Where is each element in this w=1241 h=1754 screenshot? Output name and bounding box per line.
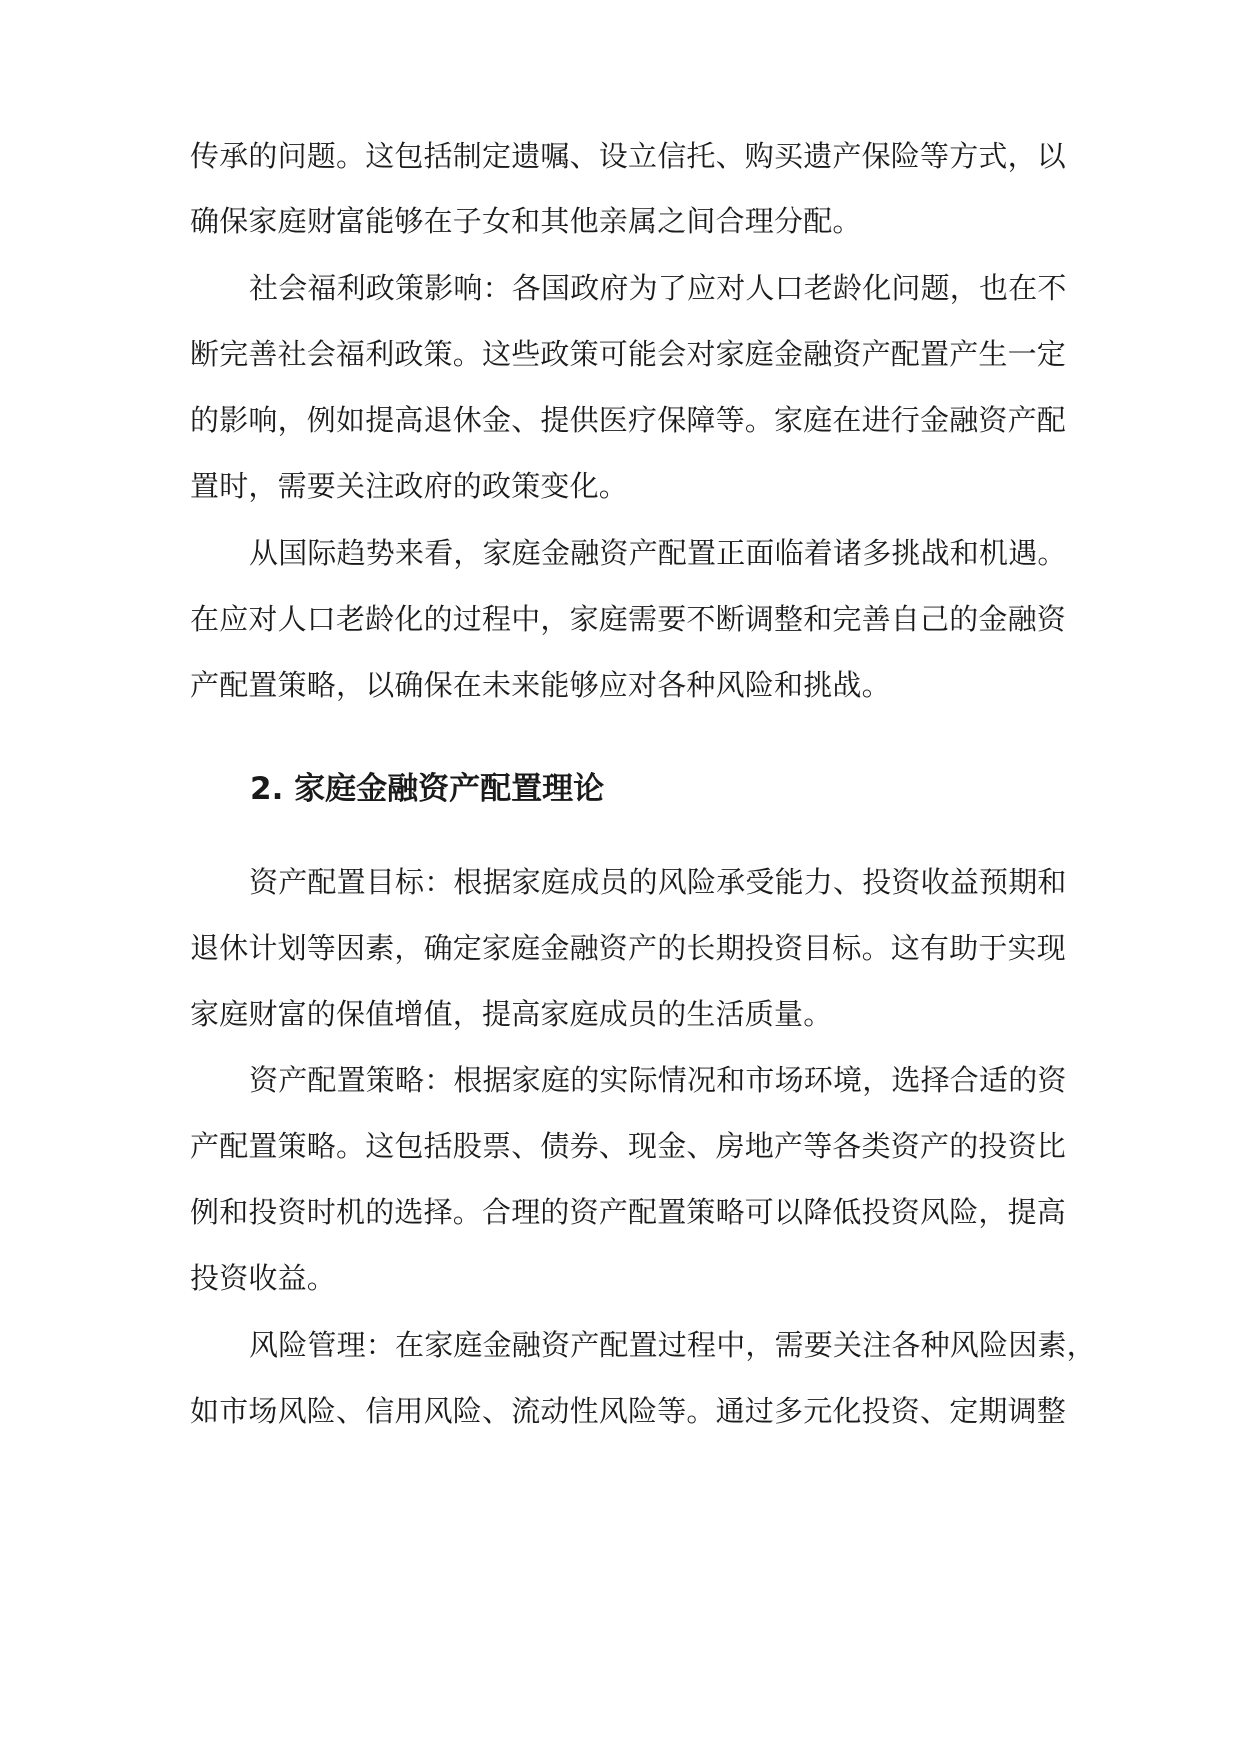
text-line: 家庭财富的保值增值，提高家庭成员的生活质量。 [190, 997, 833, 1031]
text-line: 如市场风险、信用风险、流动性风险等。通过多元化投资、定期调整 [190, 1394, 1067, 1428]
paragraph-start-line: 风险管理：在家庭金融资产配置过程中，需要关注各种风险因素， [249, 1328, 1096, 1362]
text-line: 产配置策略，以确保在未来能够应对各种风险和挑战。 [190, 668, 891, 702]
section-heading: 2. 家庭金融资产配置理论 [250, 771, 605, 807]
text-line: 退休计划等因素，确定家庭金融资产的长期投资目标。这有助于实现 [190, 931, 1067, 965]
paragraph-start-line: 资产配置策略：根据家庭的实际情况和市场环境，选择合适的资 [249, 1063, 1067, 1097]
paragraph-start-line: 资产配置目标：根据家庭成员的风险承受能力、投资收益预期和 [249, 865, 1067, 899]
text-line: 在应对人口老龄化的过程中，家庭需要不断调整和完善自己的金融资 [190, 602, 1067, 636]
text-line: 断完善社会福利政策。这些政策可能会对家庭金融资产配置产生一定 [190, 337, 1067, 371]
text-line: 传承的问题。这包括制定遗嘱、设立信托、购买遗产保险等方式，以 [190, 139, 1067, 173]
text-line: 置时，需要关注政府的政策变化。 [190, 469, 629, 503]
paragraph-start-line: 社会福利政策影响：各国政府为了应对人口老龄化问题，也在不 [249, 271, 1067, 305]
text-line: 投资收益。 [190, 1261, 337, 1295]
text-line: 产配置策略。这包括股票、债券、现金、房地产等各类资产的投资比 [190, 1129, 1067, 1163]
text-line: 例和投资时机的选择。合理的资产配置策略可以降低投资风险，提高 [190, 1195, 1067, 1229]
paragraph-start-line: 从国际趋势来看，家庭金融资产配置正面临着诸多挑战和机遇。 [249, 536, 1067, 570]
text-line: 确保家庭财富能够在子女和其他亲属之间合理分配。 [190, 204, 862, 238]
text-line: 的影响，例如提高退休金、提供医疗保障等。家庭在进行金融资产配 [190, 403, 1067, 437]
